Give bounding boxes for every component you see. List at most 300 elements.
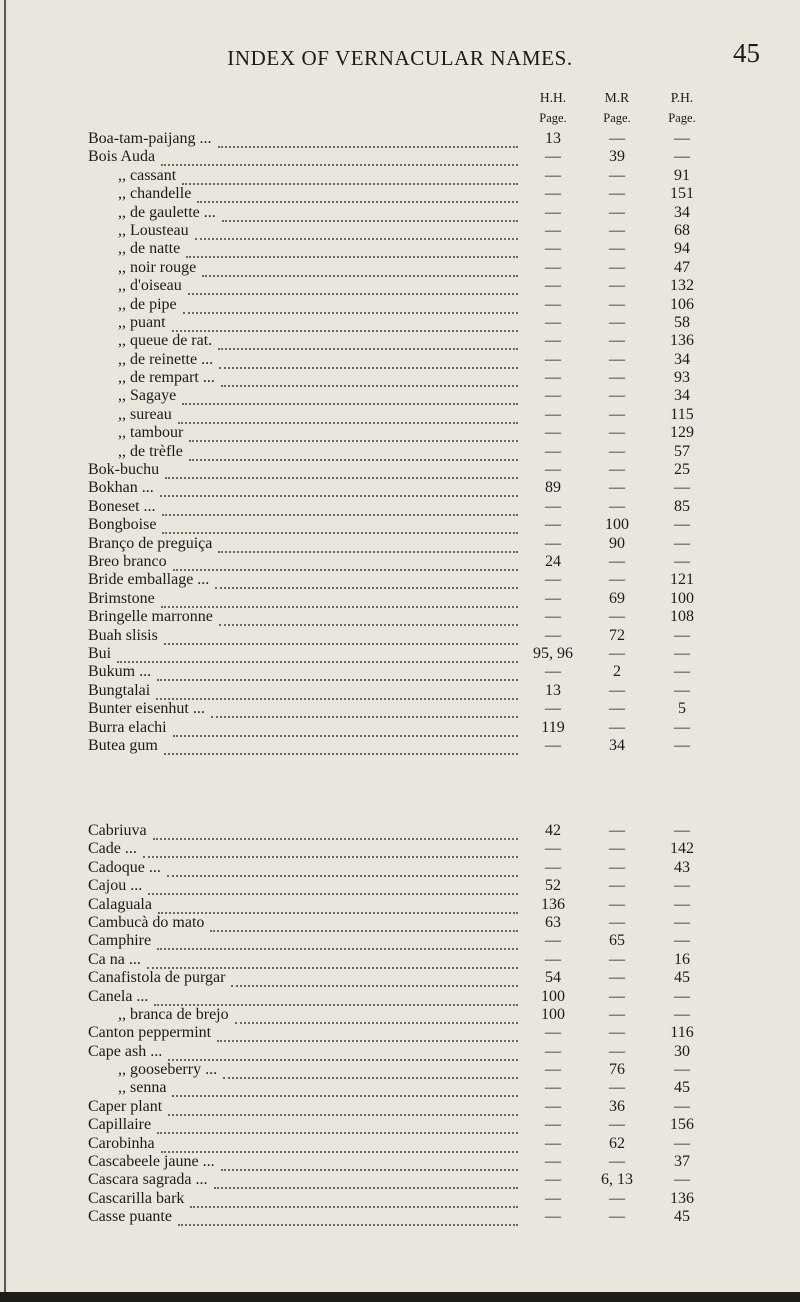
hh-page-value: —: [545, 148, 561, 166]
entry-name: ,, d'oiseau: [118, 277, 182, 295]
dot-leader: [117, 647, 518, 663]
hh-page-value: —: [545, 1189, 561, 1207]
entry-name: Brimstone: [88, 589, 155, 607]
ph-page-value: —: [674, 987, 690, 1005]
entry-name: ,, de gaulette ...: [118, 203, 216, 221]
ph-page-value: 136: [670, 1189, 694, 1207]
mr-page-value: —: [609, 1042, 625, 1060]
dot-leader: [190, 1192, 518, 1208]
entry-name: Cascabeele jaune ...: [88, 1153, 215, 1171]
hh-page-value: —: [545, 950, 561, 968]
entry-name: Cambucà do mato: [88, 913, 205, 931]
hh-page-value: 42: [545, 822, 561, 839]
hh-page-value: —: [545, 424, 561, 442]
index-entry: [0, 1079, 800, 1097]
ph-page-value: 151: [670, 185, 694, 203]
ph-page-value: —: [674, 1061, 690, 1079]
ph-page-value: 132: [670, 277, 694, 295]
index-entry: [0, 296, 800, 314]
ph-page-value: —: [674, 516, 690, 534]
entry-name: Casse puante: [88, 1208, 172, 1226]
mr-page-value: —: [609, 718, 625, 736]
entry-name: Cabriuva: [88, 822, 147, 839]
index-entry: [0, 914, 800, 932]
index-entry: [0, 840, 800, 858]
entry-name: Bok-buchu: [88, 461, 160, 479]
hh-page-value: —: [545, 1079, 561, 1097]
hh-page-value: —: [545, 497, 561, 515]
index-entry: [0, 479, 800, 497]
ph-page-value: 5: [678, 700, 686, 718]
ph-page-value: 129: [670, 424, 694, 442]
hh-page-value: 52: [545, 877, 561, 895]
dot-leader: [162, 500, 518, 516]
mr-page-value: —: [609, 461, 625, 479]
index-entry: [0, 700, 800, 718]
ph-page-value: 43: [674, 858, 690, 876]
hh-page-value: 63: [545, 913, 561, 931]
index-entry: [0, 406, 800, 424]
mr-page-value: —: [609, 950, 625, 968]
index-section-b: [0, 130, 800, 755]
mr-page-value: —: [609, 130, 625, 147]
dot-leader: [178, 1210, 518, 1226]
column-header-ph: [652, 90, 712, 126]
entry-name: ,, de pipe: [118, 295, 177, 313]
hh-page-value: —: [545, 258, 561, 276]
index-entry: [0, 719, 800, 737]
dot-leader: [148, 879, 518, 895]
ph-page-value: —: [674, 534, 690, 552]
index-entry: [0, 535, 800, 553]
hh-page-value: —: [545, 1134, 561, 1152]
mr-page-value: —: [609, 969, 625, 987]
entry-name: Buah slisis: [88, 626, 158, 644]
dot-leader: [221, 1155, 518, 1171]
mr-page-value: —: [609, 221, 625, 239]
entry-name: Branço de preguiça: [88, 534, 213, 552]
dot-leader: [172, 316, 518, 332]
dot-leader: [172, 1081, 518, 1097]
hh-page-value: —: [545, 350, 561, 368]
hh-page-value: —: [545, 700, 561, 718]
entry-name: Capillaire: [88, 1116, 152, 1134]
index-entry: [0, 737, 800, 755]
index-entry: [0, 590, 800, 608]
ph-page-value: 58: [674, 313, 690, 331]
entry-name: Cajou ...: [88, 877, 143, 895]
entry-name: ,, tambour: [118, 424, 184, 442]
column-header-hh: [523, 90, 583, 126]
ph-page-value: —: [674, 130, 690, 147]
hh-page-value: —: [545, 1153, 561, 1171]
entry-name: Canafistola de purgar: [88, 969, 226, 987]
ph-page-value: 93: [674, 369, 690, 387]
hh-page-value: 136: [541, 895, 565, 913]
mr-page-value: —: [609, 552, 625, 570]
hh-page-value: —: [545, 589, 561, 607]
ph-page-value: —: [674, 822, 690, 839]
hh-page-value: —: [545, 461, 561, 479]
mr-page-value: —: [609, 1153, 625, 1171]
index-entry: [0, 314, 800, 332]
index-entry: [0, 645, 800, 663]
ph-page-value: —: [674, 1005, 690, 1023]
hh-page-value: —: [545, 1042, 561, 1060]
hh-page-value: —: [545, 626, 561, 644]
index-entry: [0, 608, 800, 626]
mr-page-value: 72: [609, 626, 625, 644]
ph-page-value: —: [674, 552, 690, 570]
hh-page-value: —: [545, 221, 561, 239]
ph-page-value: 116: [670, 1024, 694, 1042]
ph-page-value: —: [674, 877, 690, 895]
index-entry: [0, 1190, 800, 1208]
entry-name: ,, Lousteau: [118, 221, 189, 239]
dot-leader: [157, 1118, 518, 1134]
mr-page-value: —: [609, 700, 625, 718]
hh-page-value: —: [545, 840, 561, 858]
index-entry: [0, 969, 800, 987]
mr-page-value: —: [609, 185, 625, 203]
mr-page-value: —: [609, 405, 625, 423]
entry-name: ,, de natte: [118, 240, 181, 258]
mr-page-value: —: [609, 877, 625, 895]
entry-name: Boneset ...: [88, 497, 156, 515]
dot-leader: [182, 389, 518, 405]
hh-page-value: —: [545, 1097, 561, 1115]
dot-leader: [157, 934, 518, 950]
entry-name: Bride emballage ...: [88, 571, 210, 589]
mr-page-value: —: [609, 313, 625, 331]
mr-page-value: 69: [609, 589, 625, 607]
mr-page-value: —: [609, 1005, 625, 1023]
hh-page-value: —: [545, 277, 561, 295]
dot-leader: [186, 242, 518, 258]
index-entry: [0, 1006, 800, 1024]
hh-page-value: —: [545, 534, 561, 552]
column-sub-hh: Page.: [539, 111, 567, 125]
ph-page-value: 108: [670, 608, 694, 626]
page-title: INDEX OF VERNACULAR NAMES.: [227, 46, 573, 70]
index-entry: [0, 553, 800, 571]
column-label-mr: M.R: [604, 90, 630, 105]
index-entry: [0, 859, 800, 877]
ph-page-value: 57: [674, 442, 690, 460]
dot-leader: [183, 298, 518, 314]
index-entry: [0, 516, 800, 534]
entry-name: Carobinha: [88, 1134, 155, 1152]
entry-name: ,, de rempart ...: [118, 369, 215, 387]
hh-page-value: 100: [541, 987, 565, 1005]
ph-page-value: 45: [674, 1208, 690, 1226]
mr-page-value: —: [609, 1208, 625, 1226]
ph-page-value: —: [674, 895, 690, 913]
ph-page-value: 100: [670, 589, 694, 607]
dot-leader: [235, 1008, 518, 1024]
mr-page-value: —: [609, 240, 625, 258]
ph-page-value: —: [674, 663, 690, 681]
ph-page-value: 136: [670, 332, 694, 350]
mr-page-value: 90: [609, 534, 625, 552]
hh-page-value: —: [545, 1061, 561, 1079]
ph-page-value: 47: [674, 258, 690, 276]
entry-name: Boa-tam-paijang ...: [88, 130, 212, 147]
ph-page-value: 34: [674, 387, 690, 405]
mr-page-value: —: [609, 987, 625, 1005]
entry-name: Canton peppermint: [88, 1024, 212, 1042]
index-entry: [0, 461, 800, 479]
index-entry: [0, 951, 800, 969]
dot-leader: [188, 279, 518, 295]
dot-leader: [202, 261, 518, 277]
hh-page-value: —: [545, 932, 561, 950]
dot-leader: [211, 702, 518, 718]
dot-leader: [161, 150, 518, 166]
ph-page-value: 16: [674, 950, 690, 968]
ph-page-value: —: [674, 1134, 690, 1152]
ph-page-value: —: [674, 1171, 690, 1189]
index-entry: [0, 1116, 800, 1134]
entry-name: ,, senna: [118, 1079, 167, 1097]
entry-name: Bringelle marronne: [88, 608, 213, 626]
dot-leader: [165, 463, 518, 479]
ph-page-value: 34: [674, 203, 690, 221]
index-section-c: [0, 822, 800, 1227]
mr-page-value: —: [609, 644, 625, 662]
hh-page-value: —: [545, 1208, 561, 1226]
dot-leader: [195, 224, 518, 240]
entry-name: ,, gooseberry ...: [118, 1061, 218, 1079]
hh-page-value: 95, 96: [533, 644, 573, 662]
ph-page-value: 91: [674, 166, 690, 184]
mr-page-value: —: [609, 571, 625, 589]
hh-page-value: —: [545, 405, 561, 423]
dot-leader: [221, 371, 518, 387]
dot-leader: [154, 990, 518, 1006]
mr-page-value: —: [609, 350, 625, 368]
mr-page-value: 34: [609, 736, 625, 754]
entry-name: Caper plant: [88, 1097, 163, 1115]
mr-page-value: 2: [613, 663, 621, 681]
column-label-ph: P.H.: [670, 90, 694, 105]
hh-page-value: 100: [541, 1005, 565, 1023]
dot-leader: [218, 132, 518, 148]
mr-page-value: —: [609, 913, 625, 931]
hh-page-value: —: [545, 387, 561, 405]
ph-page-value: 37: [674, 1153, 690, 1171]
entry-name: Cascarilla bark: [88, 1189, 185, 1207]
mr-page-value: 6, 13: [601, 1171, 633, 1189]
hh-page-value: 89: [545, 479, 561, 497]
mr-page-value: —: [609, 840, 625, 858]
column-label-hh: H.H.: [539, 90, 567, 105]
mr-page-value: —: [609, 895, 625, 913]
ph-page-value: 94: [674, 240, 690, 258]
index-entry: [0, 1098, 800, 1116]
entry-name: Bokhan ...: [88, 479, 154, 497]
entry-name: ,, Sagaye: [118, 387, 177, 405]
dot-leader: [197, 187, 518, 203]
ph-page-value: 142: [670, 840, 694, 858]
hh-page-value: —: [545, 185, 561, 203]
hh-page-value: —: [545, 1024, 561, 1042]
hh-page-value: 119: [541, 718, 565, 736]
mr-page-value: —: [609, 1024, 625, 1042]
index-entry: [0, 1171, 800, 1189]
entry-name: Bois Auda: [88, 148, 156, 166]
dot-leader: [147, 953, 518, 969]
ph-page-value: —: [674, 1097, 690, 1115]
ph-page-value: 85: [674, 497, 690, 515]
index-entry: [0, 277, 800, 295]
entry-name: Breo branco: [88, 552, 167, 570]
index-entry: [0, 424, 800, 442]
mr-page-value: —: [609, 332, 625, 350]
index-entry: [0, 988, 800, 1006]
mr-page-value: 65: [609, 932, 625, 950]
dot-leader: [157, 665, 518, 681]
dot-leader: [210, 916, 518, 932]
dot-leader: [189, 445, 518, 461]
mr-page-value: —: [609, 295, 625, 313]
hh-page-value: —: [545, 332, 561, 350]
mr-page-value: —: [609, 1079, 625, 1097]
entry-name: ,, noir rouge: [118, 258, 197, 276]
ph-page-value: —: [674, 681, 690, 699]
ph-page-value: 115: [670, 405, 694, 423]
index-entry: [0, 932, 800, 950]
index-entry: [0, 1061, 800, 1079]
dot-leader: [162, 518, 518, 534]
ph-page-value: 34: [674, 350, 690, 368]
index-entry: [0, 369, 800, 387]
dot-leader: [161, 592, 518, 608]
entry-name: Cape ash ...: [88, 1042, 163, 1060]
entry-name: ,, branca de brejo: [118, 1005, 229, 1023]
index-entry: [0, 259, 800, 277]
mr-page-value: —: [609, 369, 625, 387]
hh-page-value: —: [545, 1171, 561, 1189]
ph-page-value: —: [674, 644, 690, 662]
dot-leader: [182, 169, 518, 185]
ph-page-value: 68: [674, 221, 690, 239]
entry-name: Bungtalai: [88, 681, 151, 699]
entry-name: Cascara sagrada ...: [88, 1171, 208, 1189]
entry-name: Bunter eisenhut ...: [88, 700, 205, 718]
entry-name: Butea gum: [88, 736, 158, 754]
dot-leader: [164, 739, 518, 755]
hh-page-value: —: [545, 442, 561, 460]
index-entry: [0, 1208, 800, 1226]
hh-page-value: —: [545, 166, 561, 184]
mr-page-value: —: [609, 1116, 625, 1134]
mr-page-value: —: [609, 258, 625, 276]
index-entry: [0, 896, 800, 914]
column-sub-ph: Page.: [668, 111, 696, 125]
ph-page-value: 106: [670, 295, 694, 313]
dot-leader: [167, 861, 518, 877]
mr-page-value: —: [609, 479, 625, 497]
dot-leader: [215, 573, 518, 589]
hh-page-value: —: [545, 1116, 561, 1134]
index-entry: [0, 351, 800, 369]
mr-page-value: —: [609, 387, 625, 405]
dot-leader: [189, 426, 518, 442]
ph-page-value: 45: [674, 1079, 690, 1097]
entry-name: ,, chandelle: [118, 185, 192, 203]
ph-page-value: —: [674, 932, 690, 950]
index-entry: [0, 627, 800, 645]
ph-page-value: —: [674, 148, 690, 166]
column-sub-mr: Page.: [603, 111, 631, 125]
dot-leader: [222, 206, 518, 222]
ph-page-value: —: [674, 626, 690, 644]
dot-leader: [153, 824, 518, 840]
dot-leader: [173, 555, 518, 571]
mr-page-value: —: [609, 822, 625, 839]
index-entry: [0, 167, 800, 185]
mr-page-value: —: [609, 424, 625, 442]
mr-page-value: —: [609, 166, 625, 184]
index-entry: [0, 663, 800, 681]
hh-page-value: —: [545, 203, 561, 221]
dot-leader: [218, 334, 518, 350]
hh-page-value: —: [545, 369, 561, 387]
entry-name: Bui: [88, 644, 112, 662]
ph-page-value: 156: [670, 1116, 694, 1134]
hh-page-value: —: [545, 571, 561, 589]
entry-name: Camphire: [88, 932, 152, 950]
hh-page-value: 54: [545, 969, 561, 987]
dot-leader: [143, 842, 518, 858]
dot-leader: [168, 1100, 518, 1116]
dot-leader: [168, 1045, 518, 1061]
dot-leader: [160, 481, 518, 497]
index-entry: [0, 387, 800, 405]
index-entry: [0, 498, 800, 516]
ph-page-value: 25: [674, 461, 690, 479]
index-entry: [0, 204, 800, 222]
hh-page-value: —: [545, 608, 561, 626]
entry-name: ,, sureau: [118, 405, 172, 423]
mr-page-value: 76: [609, 1061, 625, 1079]
mr-page-value: —: [609, 203, 625, 221]
mr-page-value: —: [609, 608, 625, 626]
ph-page-value: 121: [670, 571, 694, 589]
entry-name: Cadoque ...: [88, 858, 161, 876]
index-entry: [0, 148, 800, 166]
ph-page-value: —: [674, 736, 690, 754]
mr-page-value: —: [609, 681, 625, 699]
column-header-mr: [587, 90, 647, 126]
index-entry: [0, 1024, 800, 1042]
hh-page-value: 13: [545, 681, 561, 699]
hh-page-value: —: [545, 663, 561, 681]
dot-leader: [231, 971, 518, 987]
index-entry: [0, 240, 800, 258]
mr-page-value: —: [609, 442, 625, 460]
entry-name: Calaguala: [88, 895, 152, 913]
entry-name: ,, de trèfle: [118, 442, 183, 460]
ph-page-value: —: [674, 913, 690, 931]
entry-name: Ca na ...: [88, 950, 141, 968]
hh-page-value: 24: [545, 552, 561, 570]
dot-leader: [214, 1173, 518, 1189]
index-entry: [0, 1135, 800, 1153]
dot-leader: [161, 1137, 518, 1153]
hh-page-value: —: [545, 858, 561, 876]
